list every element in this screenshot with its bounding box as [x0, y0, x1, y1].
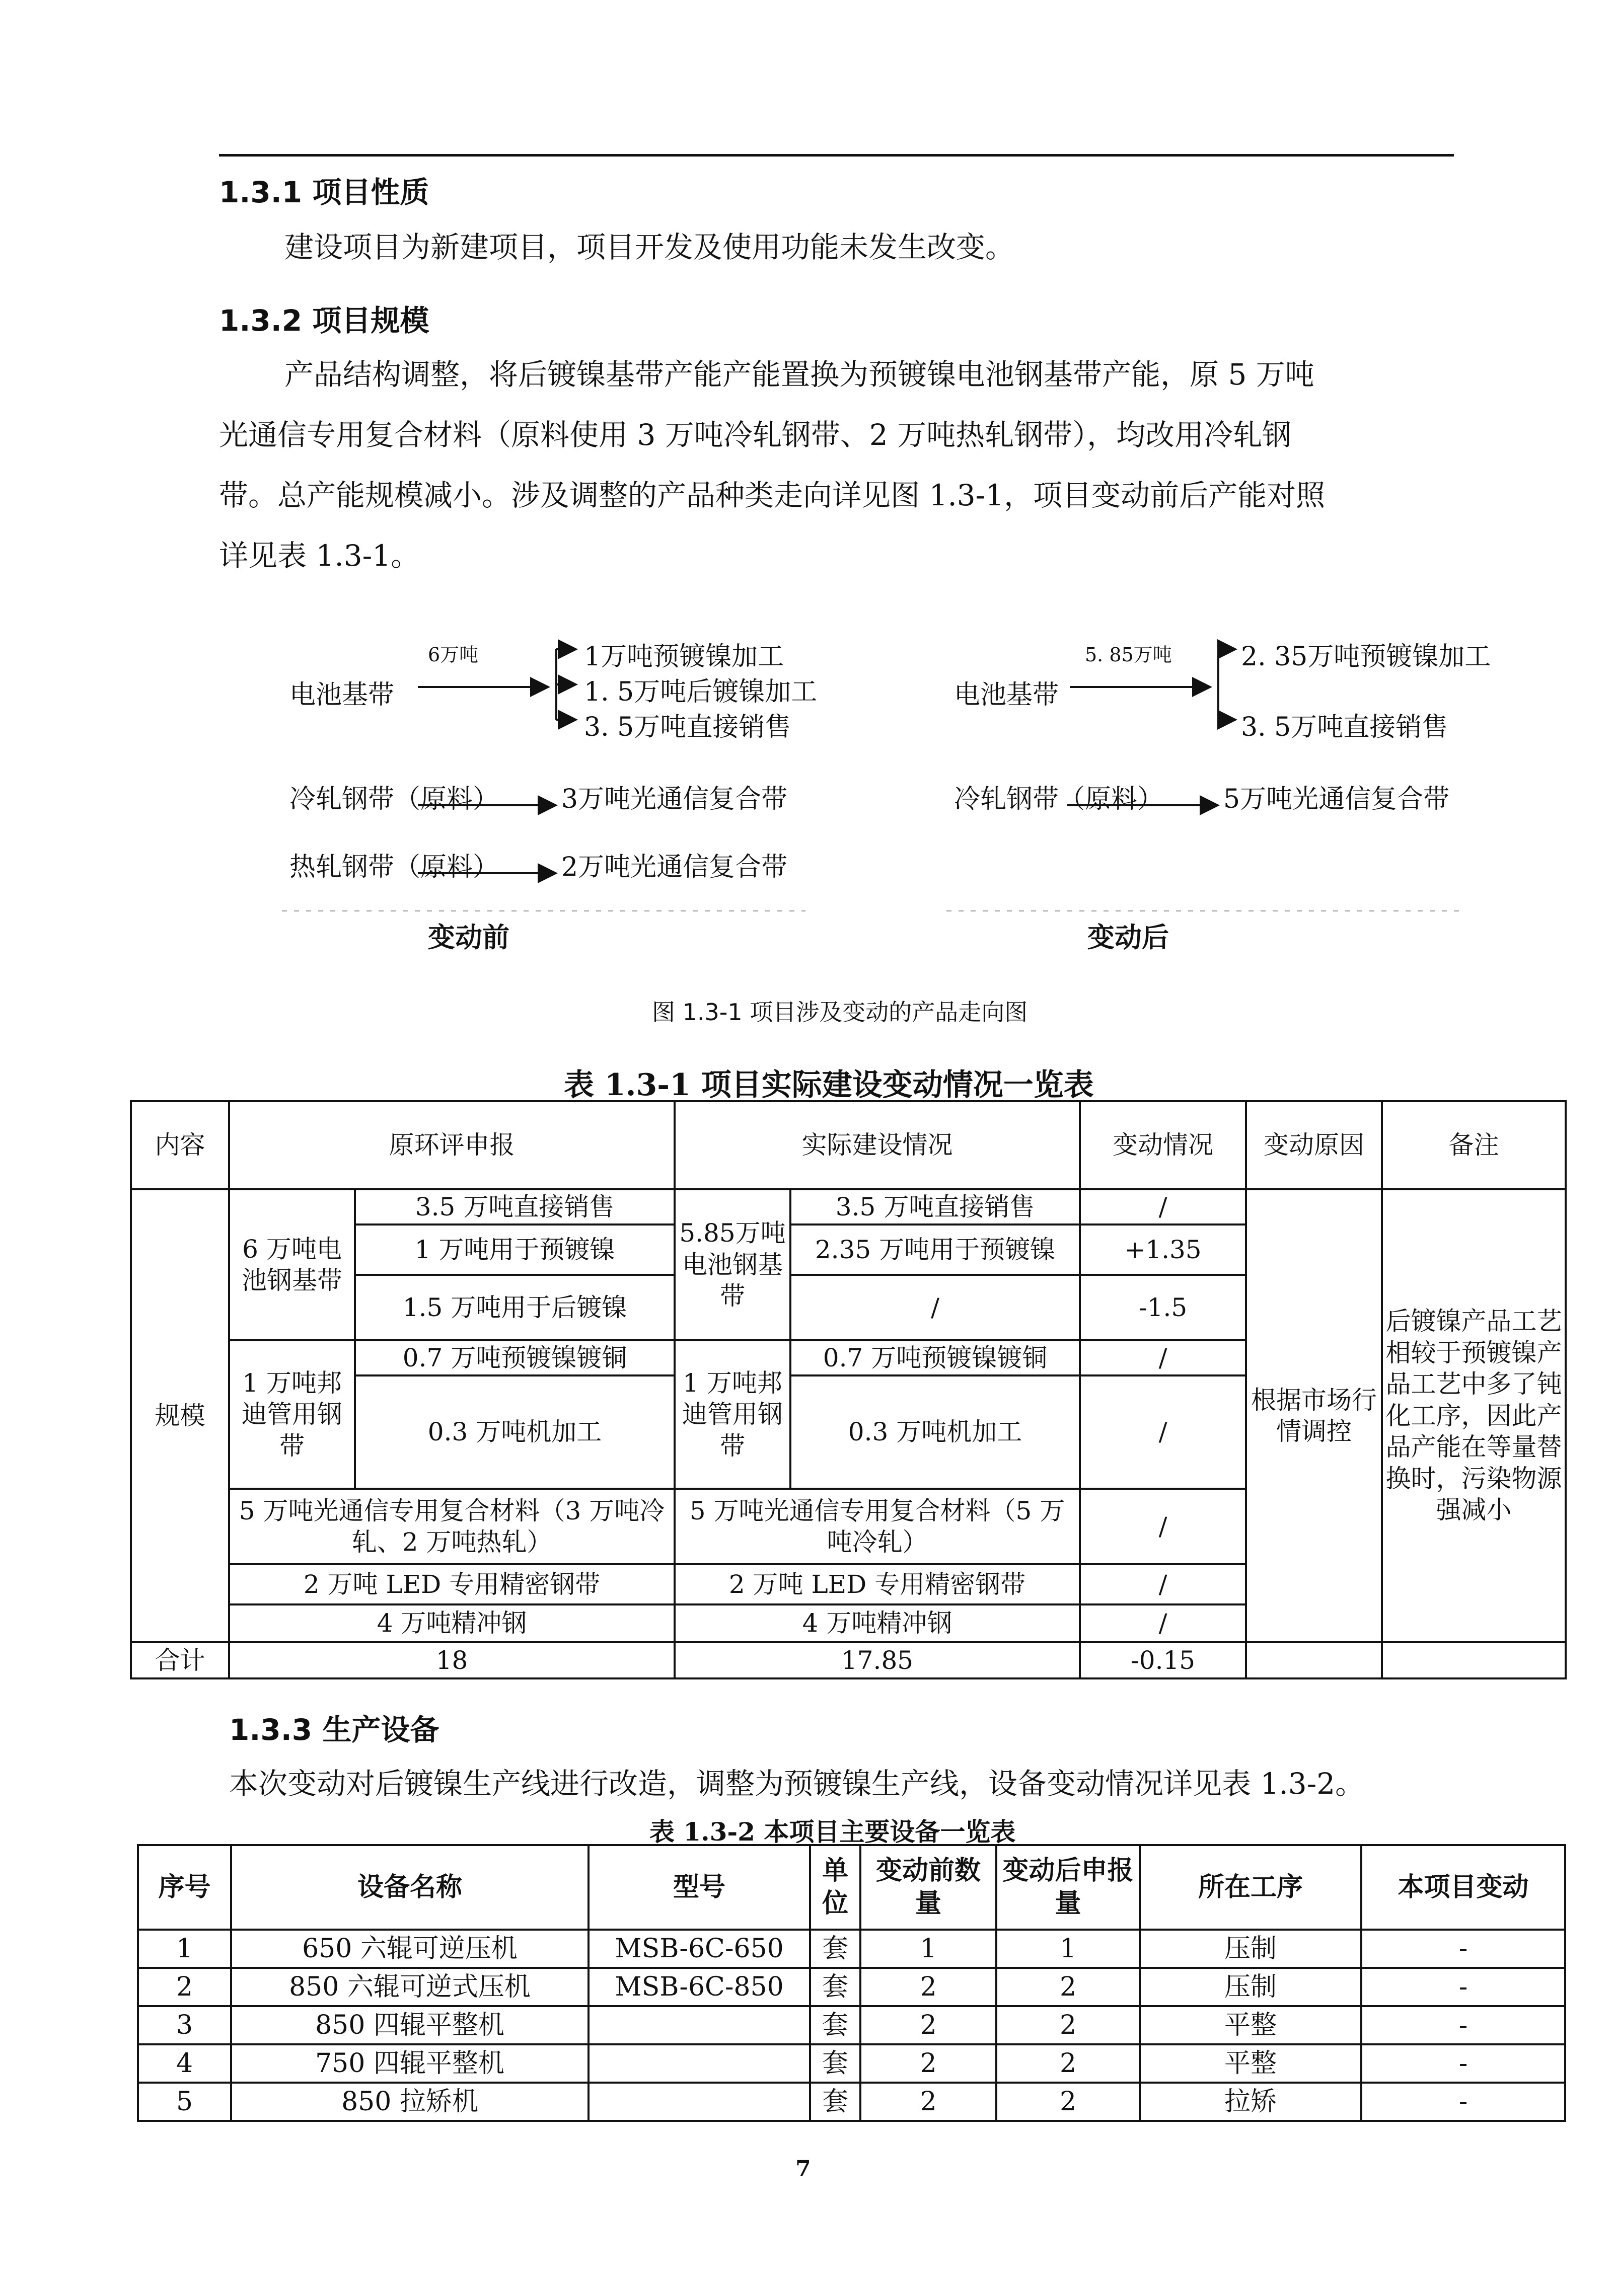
table-cell: -1.5	[1080, 1275, 1246, 1340]
reason-cell: 根据市场行情调控	[1246, 1189, 1382, 1642]
table-cell	[589, 2083, 810, 2121]
table2-caption: 表 1.3-2 本项目主要设备一览表	[649, 1817, 1016, 1847]
header-cell: 序号	[138, 1845, 231, 1930]
section-text-1-3-1: 建设项目为新建项目，项目开发及使用功能未发生改变。	[284, 230, 1015, 264]
table-cell: 850 六辊可逆式压机	[231, 1968, 589, 2006]
table-cell: 2	[996, 2044, 1140, 2083]
table-cell: -	[1361, 1930, 1565, 1968]
after-branch-2: 3. 5万吨直接销售	[1241, 712, 1448, 742]
table-cell: 2	[860, 2083, 996, 2121]
group-cell: 5.85万吨电池钢基带	[675, 1189, 790, 1340]
table-cell: 0.3 万吨机加工	[355, 1375, 675, 1489]
section-heading-1-3-3: 1.3.3 生产设备	[229, 1713, 439, 1747]
table-cell: /	[790, 1275, 1080, 1340]
table-cell: 2	[138, 1968, 231, 2006]
table-cell: 5 万吨光通信专用复合材料（5 万吨冷轧）	[675, 1489, 1080, 1564]
header-cell: 变动情况	[1080, 1101, 1246, 1189]
table-cell: 0.7 万吨预镀镍镀铜	[790, 1340, 1080, 1375]
table-row	[138, 2083, 1565, 2121]
figure-caption: 图 1.3-1 项目涉及变动的产品走向图	[652, 999, 1028, 1026]
after-battery: 电池基带	[954, 680, 1059, 710]
table-cell: +1.35	[1080, 1224, 1246, 1275]
before-cold-out: 3万吨光通信复合带	[561, 784, 788, 814]
table-cell: 2 万吨 LED 专用精密钢带	[229, 1564, 675, 1604]
table-cell	[589, 2044, 810, 2083]
after-cold-out: 5万吨光通信复合带	[1223, 784, 1450, 814]
header-cell: 本项目变动	[1361, 1845, 1565, 1930]
table-cell	[1246, 1642, 1382, 1678]
table-row	[138, 2044, 1565, 2083]
before-cold: 冷轧钢带（原料）	[289, 784, 499, 814]
table-cell: 3	[138, 2006, 231, 2044]
table-row	[138, 1930, 1565, 1968]
note-cell: 后镀镍产品工艺相较于预镀镍产品工艺中多了钝化工序，因此产品产能在等量替换时，污染物源强减小	[1382, 1189, 1566, 1642]
table-1-3-2	[137, 1844, 1566, 2122]
table-cell: 850 拉矫机	[231, 2083, 589, 2121]
page-number: 7	[795, 2156, 811, 2182]
section-line: 产品结构调整，将后镀镍基带产能产能置换为预镀镍电池钢基带产能，原 5 万吨	[284, 357, 1314, 392]
table-cell: 套	[810, 2083, 860, 2121]
header-cell: 实际建设情况	[675, 1101, 1080, 1189]
table-cell: /	[1080, 1340, 1246, 1375]
table-cell: 18	[229, 1642, 675, 1678]
table-cell: 3.5 万吨直接销售	[355, 1189, 675, 1224]
table-cell: 1	[138, 1930, 231, 1968]
section-line: 详见表 1.3-1。	[219, 539, 420, 573]
table-cell: 1	[996, 1930, 1140, 1968]
table-cell: 压制	[1140, 1930, 1361, 1968]
after-branch-1: 2. 35万吨预镀镍加工	[1241, 642, 1491, 672]
table-cell: 1 万吨用于预镀镍	[355, 1224, 675, 1275]
group-cell: 1 万吨邦迪管用钢带	[229, 1340, 355, 1489]
table-cell: 650 六辊可逆压机	[231, 1930, 589, 1968]
table-row	[138, 1968, 1565, 2006]
table-cell: 1	[860, 1930, 996, 1968]
before-branch-2: 1. 5万吨后镀镍加工	[584, 677, 818, 707]
section-line: 带。总产能规模减小。涉及调整的产品种类走向详见图 1.3-1，项目变动前后产能对照	[219, 478, 1326, 512]
table-cell	[589, 2006, 810, 2044]
table-cell: 2	[860, 2044, 996, 2083]
after-cold: 冷轧钢带（原料）	[954, 784, 1164, 814]
table-cell: 2	[996, 1968, 1140, 2006]
section-heading-1-3-2: 1.3.2 项目规模	[219, 303, 429, 338]
before-hot: 热轧钢带（原料）	[289, 852, 499, 882]
table-cell: /	[1080, 1375, 1246, 1489]
table-total-row	[131, 1642, 1566, 1678]
table-cell: 750 四辊平整机	[231, 2044, 589, 2083]
header-cell: 设备名称	[231, 1845, 589, 1930]
table-cell: -0.15	[1080, 1642, 1246, 1678]
table-cell: 套	[810, 2044, 860, 2083]
table-cell: /	[1080, 1489, 1246, 1564]
table-cell: -	[1361, 2083, 1565, 2121]
table-cell: MSB-6C-650	[589, 1930, 810, 1968]
table-cell: 5 万吨光通信专用复合材料（3 万吨冷轧、2 万吨热轧）	[229, 1489, 675, 1564]
table-cell: -	[1361, 1968, 1565, 2006]
after-label: 变动后	[1087, 922, 1169, 953]
table-cell: -	[1361, 2006, 1565, 2044]
section-text-1-3-3: 本次变动对后镀镍生产线进行改造，调整为预镀镍生产线，设备变动情况详见表 1.3-2。	[229, 1767, 1365, 1801]
table-cell: 5	[138, 2083, 231, 2121]
header-cell: 变动前数量	[860, 1845, 996, 1930]
table-cell: -	[1361, 2044, 1565, 2083]
header-cell: 内容	[131, 1101, 229, 1189]
table-cell: 2	[860, 1968, 996, 2006]
table-cell: 合计	[131, 1642, 229, 1678]
header-cell: 所在工序	[1140, 1845, 1361, 1930]
before-branch-1: 1万吨预镀镍加工	[584, 642, 784, 672]
table-cell: 17.85	[675, 1642, 1080, 1678]
before-battery: 电池基带	[289, 680, 395, 710]
before-qty: 6万吨	[428, 644, 479, 666]
after-qty: 5. 85万吨	[1085, 644, 1172, 666]
section-line: 光通信专用复合材料（原料使用 3 万吨冷轧钢带、2 万吨热轧钢带），均改用冷轧钢	[219, 418, 1292, 452]
table-1-3-1	[130, 1100, 1567, 1679]
header-cell: 单位	[810, 1845, 860, 1930]
table-cell	[1382, 1642, 1566, 1678]
header-cell: 变动原因	[1246, 1101, 1382, 1189]
table-header-row	[138, 1845, 1565, 1930]
before-hot-out: 2万吨光通信复合带	[561, 852, 788, 882]
scale-cell: 规模	[131, 1189, 229, 1642]
header-cell: 变动后申报量	[996, 1845, 1140, 1930]
flow-arrows	[0, 0, 1615, 1007]
table-cell: 拉矫	[1140, 2083, 1361, 2121]
table-cell: 4	[138, 2044, 231, 2083]
group-cell: 1 万吨邦迪管用钢带	[675, 1340, 790, 1489]
table-cell: 2	[860, 2006, 996, 2044]
table-cell: 4 万吨精冲钢	[229, 1604, 675, 1642]
table-cell: 3.5 万吨直接销售	[790, 1189, 1080, 1224]
table-cell: 套	[810, 1930, 860, 1968]
header-cell: 备注	[1382, 1101, 1566, 1189]
table-cell: MSB-6C-850	[589, 1968, 810, 2006]
before-label: 变动前	[428, 922, 509, 953]
table-cell: 压制	[1140, 1968, 1361, 2006]
table-cell: 0.7 万吨预镀镍镀铜	[355, 1340, 675, 1375]
table-cell: 4 万吨精冲钢	[675, 1604, 1080, 1642]
table-cell: 2	[996, 2083, 1140, 2121]
header-cell: 原环评申报	[229, 1101, 675, 1189]
before-branch-3: 3. 5万吨直接销售	[584, 712, 791, 742]
table-cell: /	[1080, 1564, 1246, 1604]
table-cell: 1.5 万吨用于后镀镍	[355, 1275, 675, 1340]
table-cell: 套	[810, 2006, 860, 2044]
table-cell: 2	[996, 2006, 1140, 2044]
table-cell: 平整	[1140, 2044, 1361, 2083]
table-cell: /	[1080, 1189, 1246, 1224]
group-cell: 6 万吨电池钢基带	[229, 1189, 355, 1340]
header-cell: 型号	[589, 1845, 810, 1930]
section-heading-1-3-1: 1.3.1 项目性质	[219, 175, 429, 209]
table-row	[138, 2006, 1565, 2044]
table-cell: 2 万吨 LED 专用精密钢带	[675, 1564, 1080, 1604]
table-cell: 2.35 万吨用于预镀镍	[790, 1224, 1080, 1275]
table1-caption: 表 1.3-1 项目实际建设变动情况一览表	[564, 1067, 1094, 1103]
table-row	[131, 1189, 1566, 1224]
table-cell: /	[1080, 1604, 1246, 1642]
table-cell: 平整	[1140, 2006, 1361, 2044]
table-header-row	[131, 1101, 1566, 1189]
table-cell: 套	[810, 1968, 860, 2006]
table-cell: 0.3 万吨机加工	[790, 1375, 1080, 1489]
table-cell: 850 四辊平整机	[231, 2006, 589, 2044]
